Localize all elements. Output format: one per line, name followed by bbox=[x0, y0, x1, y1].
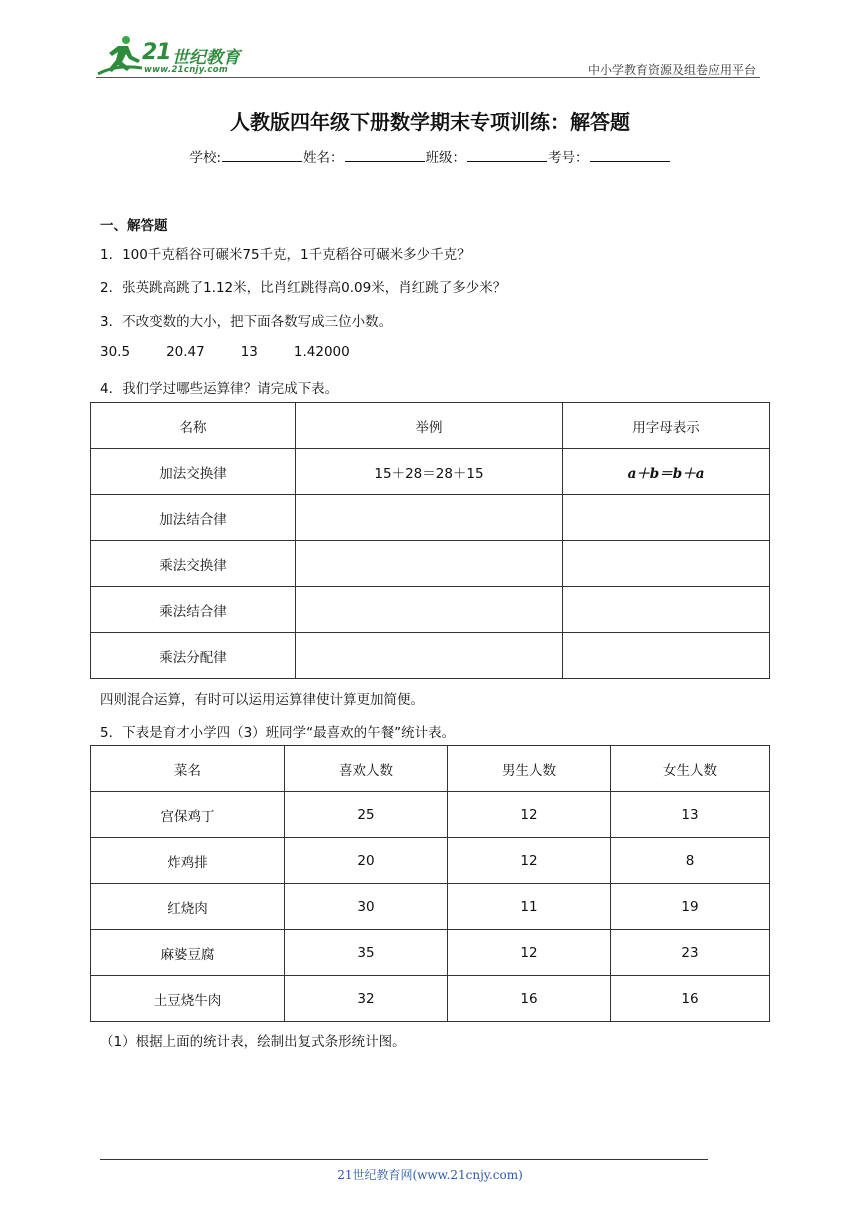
lunch-stats-table bbox=[90, 745, 770, 1022]
page-header bbox=[96, 34, 760, 78]
table-cell: 炸鸡排 bbox=[91, 838, 285, 884]
exam-no-blank[interactable] bbox=[590, 148, 670, 162]
number-item: 1.42000 bbox=[293, 344, 350, 360]
table-row bbox=[91, 541, 770, 587]
table-cell: 35 bbox=[285, 930, 448, 976]
table-cell: 乘法结合律 bbox=[91, 587, 296, 633]
header-divider bbox=[96, 77, 760, 78]
table-cell: 加法交换律 bbox=[91, 449, 296, 495]
question-4-note: 四则混合运算，有时可以运用运算律使计算更加简便。 bbox=[100, 692, 424, 708]
table-row bbox=[91, 495, 770, 541]
table-cell[interactable] bbox=[296, 541, 563, 587]
exam-no-label: 考号： bbox=[548, 150, 589, 166]
table-cell: 32 bbox=[285, 976, 448, 1022]
name-label: 姓名： bbox=[303, 150, 344, 166]
table-cell: 宫保鸡丁 bbox=[91, 792, 285, 838]
table-cell: 乘法交换律 bbox=[91, 541, 296, 587]
table-header-cell: 菜名 bbox=[91, 746, 285, 792]
table-cell: 加法结合律 bbox=[91, 495, 296, 541]
table-cell: 16 bbox=[611, 976, 770, 1022]
table-cell: 19 bbox=[611, 884, 770, 930]
table-cell: 30 bbox=[285, 884, 448, 930]
class-blank[interactable] bbox=[467, 148, 547, 162]
table-cell[interactable] bbox=[296, 633, 563, 679]
table-header-cell: 女生人数 bbox=[611, 746, 770, 792]
table-cell[interactable] bbox=[563, 633, 770, 679]
runner-logo-icon bbox=[96, 34, 144, 78]
table-cell[interactable] bbox=[296, 495, 563, 541]
table-cell: 12 bbox=[448, 930, 611, 976]
table-cell: 20 bbox=[285, 838, 448, 884]
school-blank[interactable] bbox=[222, 148, 302, 162]
table-row bbox=[91, 449, 770, 495]
table-row bbox=[91, 633, 770, 679]
question-5-sub1: （1）根据上面的统计表，绘制出复式条形统计图。 bbox=[100, 1034, 406, 1050]
footer-divider bbox=[100, 1159, 708, 1160]
number-item: 20.47 bbox=[166, 344, 205, 360]
table-header-cell: 用字母表示 bbox=[563, 403, 770, 449]
school-label: 学校: bbox=[189, 150, 222, 166]
table-cell[interactable] bbox=[563, 587, 770, 633]
table-header-cell: 男生人数 bbox=[448, 746, 611, 792]
table-cell[interactable] bbox=[563, 541, 770, 587]
question-2: 2．张英跳高跳了1.12米，比肖红跳得高0.09米，肖红跳了多少米？ bbox=[100, 280, 507, 296]
table-cell: 13 bbox=[611, 792, 770, 838]
table-cell: 16 bbox=[448, 976, 611, 1022]
question-4: 4．我们学过哪些运算律？请完成下表。 bbox=[100, 381, 339, 397]
logo bbox=[96, 34, 266, 78]
table-header-cell: 喜欢人数 bbox=[285, 746, 448, 792]
table-cell: 15＋28＝28＋15 bbox=[296, 449, 563, 495]
page-title: 人教版四年级下册数学期末专项训练：解答题 bbox=[230, 110, 630, 134]
table-cell: 乘法分配律 bbox=[91, 633, 296, 679]
student-info-line bbox=[0, 146, 860, 166]
table-cell[interactable] bbox=[296, 587, 563, 633]
logo-url: www.21cnjy.com bbox=[144, 65, 228, 75]
question-5: 5．下表是育才小学四（3）班同学“最喜欢的午餐”统计表。 bbox=[100, 725, 456, 741]
table-header-cell: 举例 bbox=[296, 403, 563, 449]
number-item: 13 bbox=[240, 344, 258, 360]
logo-number: 21 bbox=[142, 40, 171, 65]
table-cell: 土豆烧牛肉 bbox=[91, 976, 285, 1022]
question-3-numbers bbox=[100, 344, 386, 360]
question-3: 3．不改变数的大小，把下面各数写成三位小数。 bbox=[100, 314, 393, 330]
table-header-cell: 名称 bbox=[91, 403, 296, 449]
operation-laws-table bbox=[90, 402, 770, 679]
table-row bbox=[91, 587, 770, 633]
table-cell: 23 bbox=[611, 930, 770, 976]
footer-link[interactable]: 21世纪教育网(www.21cnjy.com) bbox=[337, 1168, 523, 1182]
table-cell: 12 bbox=[448, 792, 611, 838]
class-label: 班级： bbox=[425, 150, 467, 166]
table-cell: 麻婆豆腐 bbox=[91, 930, 285, 976]
table-header-row bbox=[91, 403, 770, 449]
name-blank[interactable] bbox=[345, 148, 425, 162]
table-row bbox=[91, 838, 770, 884]
table-row bbox=[91, 930, 770, 976]
section-heading: 一、解答题 bbox=[100, 218, 168, 234]
table-cell: 红烧肉 bbox=[91, 884, 285, 930]
logo-name: 世纪教育 bbox=[172, 48, 240, 68]
table-row bbox=[91, 976, 770, 1022]
table-cell: 11 bbox=[448, 884, 611, 930]
table-cell: 25 bbox=[285, 792, 448, 838]
number-item: 30.5 bbox=[100, 344, 131, 360]
header-platform-text: 中小学教育资源及组卷应用平台 bbox=[587, 63, 756, 77]
table-cell: 8 bbox=[611, 838, 770, 884]
table-header-row bbox=[91, 746, 770, 792]
table-row bbox=[91, 884, 770, 930]
table-cell[interactable] bbox=[563, 495, 770, 541]
table-row bbox=[91, 792, 770, 838]
table-cell: a＋b＝b＋a bbox=[563, 449, 770, 495]
table-cell: 12 bbox=[448, 838, 611, 884]
question-1: 1．100千克稻谷可碾米75千克，1千克稻谷可碾米多少千克？ bbox=[100, 247, 471, 263]
